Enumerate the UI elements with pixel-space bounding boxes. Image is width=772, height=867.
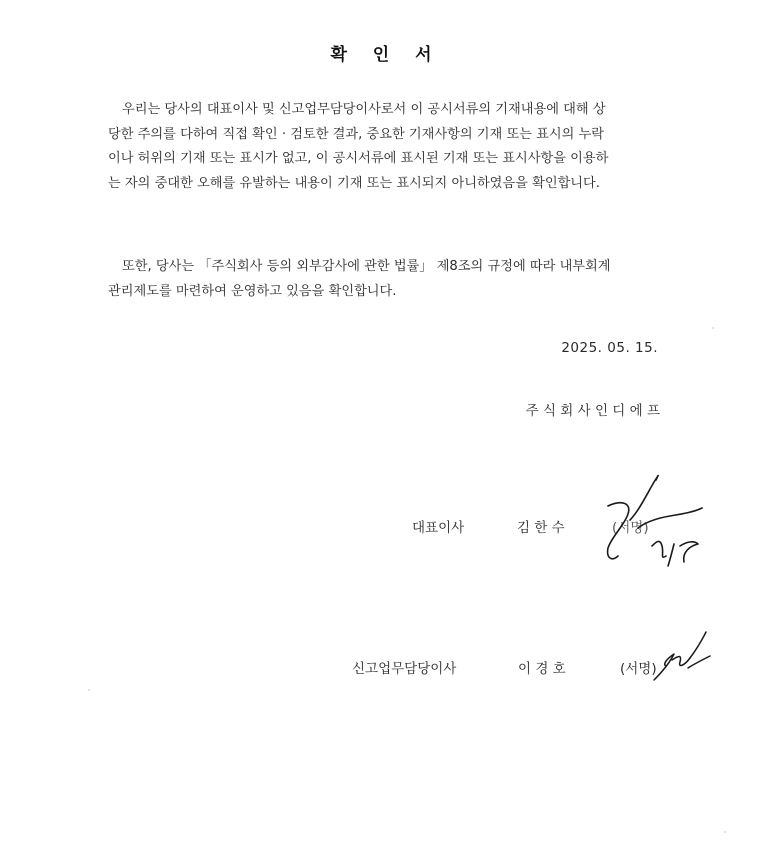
scan-speck xyxy=(724,831,726,833)
ceo-signature xyxy=(598,466,708,576)
confirmation-paragraph: 우리는 당사의 대표이사 및 신고업무담당이사로서 이 공시서류의 기재내용에 대해 상 당한 주의를 다하여 직접 확인 · 검토한 결과, 중요한 기재사항의 기재 또는 표시의 누락 이나 허위의 기재 또는 표시가 없고, 이 공시서류에 표시된 기재 또는 표시사항을 이용하 는 자의 중대한 오해를 유발하는 내용이 기재 또는 표시되지 아니하였음을 확인합니다. xyxy=(108,102,609,191)
ceo-sign-label: (서명) xyxy=(612,520,649,536)
cfo-signature xyxy=(650,628,712,684)
ceo-name: 김 한 수 xyxy=(517,520,565,536)
document-date: 2025. 05. 15. xyxy=(561,340,658,356)
cfo-role: 신고업무담당이사 xyxy=(352,661,457,677)
scan-speck xyxy=(712,327,714,329)
ceo-role: 대표이사 xyxy=(412,520,465,536)
scan-speck xyxy=(88,689,90,691)
cfo-name: 이 경 호 xyxy=(518,661,566,677)
company-name: 주 식 회 사 인 디 에 프 xyxy=(525,403,660,419)
cfo-sign-label: (서명) xyxy=(620,661,657,677)
document-title: 확 인 서 xyxy=(330,45,442,65)
internal-control-paragraph: 또한, 당사는 「주식회사 등의 외부감사에 관한 법률」 제8조의 규정에 따라 내부회계 관리제도를 마련하여 운영하고 있음을 확인합니다. xyxy=(108,259,611,299)
